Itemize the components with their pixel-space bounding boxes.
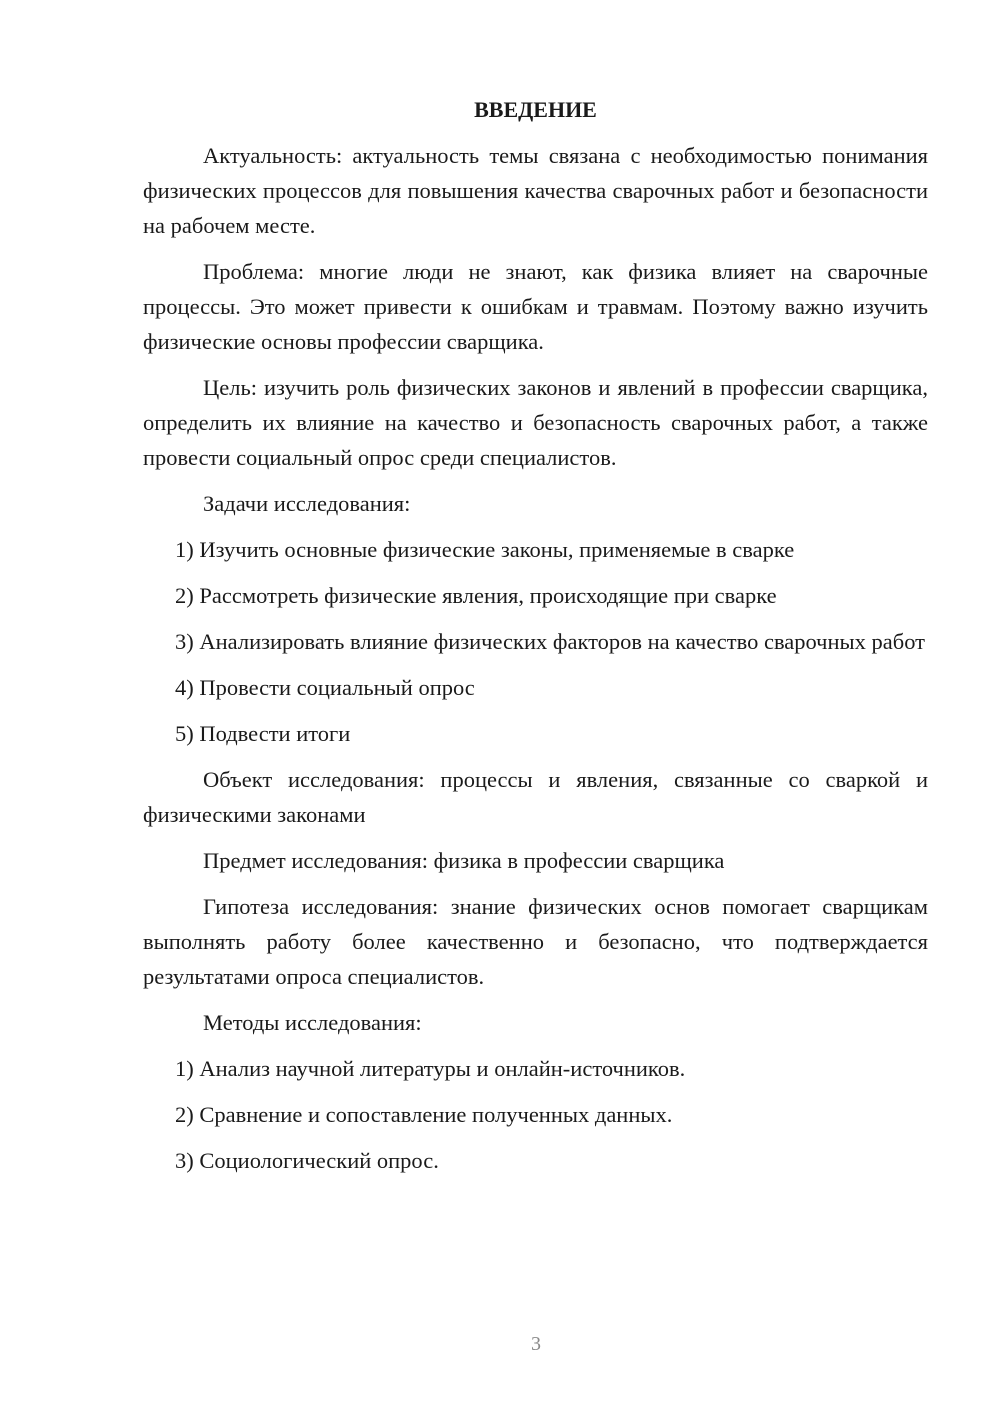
task-item: 5) Подвести итоги	[175, 721, 351, 746]
task-item: 3) Анализировать влияние физических факторов на качество сварочных работ	[175, 629, 926, 654]
paragraph-goal: Цель: изучить роль физических законов и явлений в профессии сварщика, определить их влияние на качество и безопасность сварочных работ, а также провести социальный опрос среди специалистов.	[143, 375, 928, 470]
task-item: 1) Изучить основные физические законы, применяемые в сварке	[175, 537, 795, 562]
paragraph-problem: Проблема: многие люди не знают, как физика влияет на сварочные процессы. Это может привести к ошибкам и травмам. Поэтому важно изучить физические основы профессии сварщика.	[143, 259, 928, 354]
section-title: ВВЕДЕНИЕ	[474, 97, 597, 122]
document-page	[143, 92, 928, 1189]
method-item: 1) Анализ научной литературы и онлайн-источников.	[175, 1056, 686, 1081]
paragraph-hypothesis: Гипотеза исследования: знание физических основ помогает сварщикам выполнять работу более качественно и безопасно, что подтверждается результатами опроса специалистов.	[143, 894, 928, 989]
task-item: 2) Рассмотреть физические явления, происходящие при сварке	[175, 583, 777, 608]
method-item: 3) Социологический опрос.	[175, 1148, 439, 1173]
paragraph-object: Объект исследования: процессы и явления, связанные со сваркой и физическими законами	[143, 767, 928, 827]
paragraph-relevance: Актуальность: актуальность темы связана с необходимостью понимания физических процессов для повышения качества сварочных работ и безопасности на рабочем месте.	[143, 143, 928, 238]
task-item: 4) Провести социальный опрос	[175, 675, 475, 700]
paragraph-subject: Предмет исследования: физика в профессии сварщика	[203, 848, 725, 873]
methods-heading: Методы исследования:	[203, 1010, 422, 1035]
method-item: 2) Сравнение и сопоставление полученных данных.	[175, 1102, 673, 1127]
tasks-heading: Задачи исследования:	[203, 491, 411, 516]
page-number: 3	[531, 1333, 541, 1355]
